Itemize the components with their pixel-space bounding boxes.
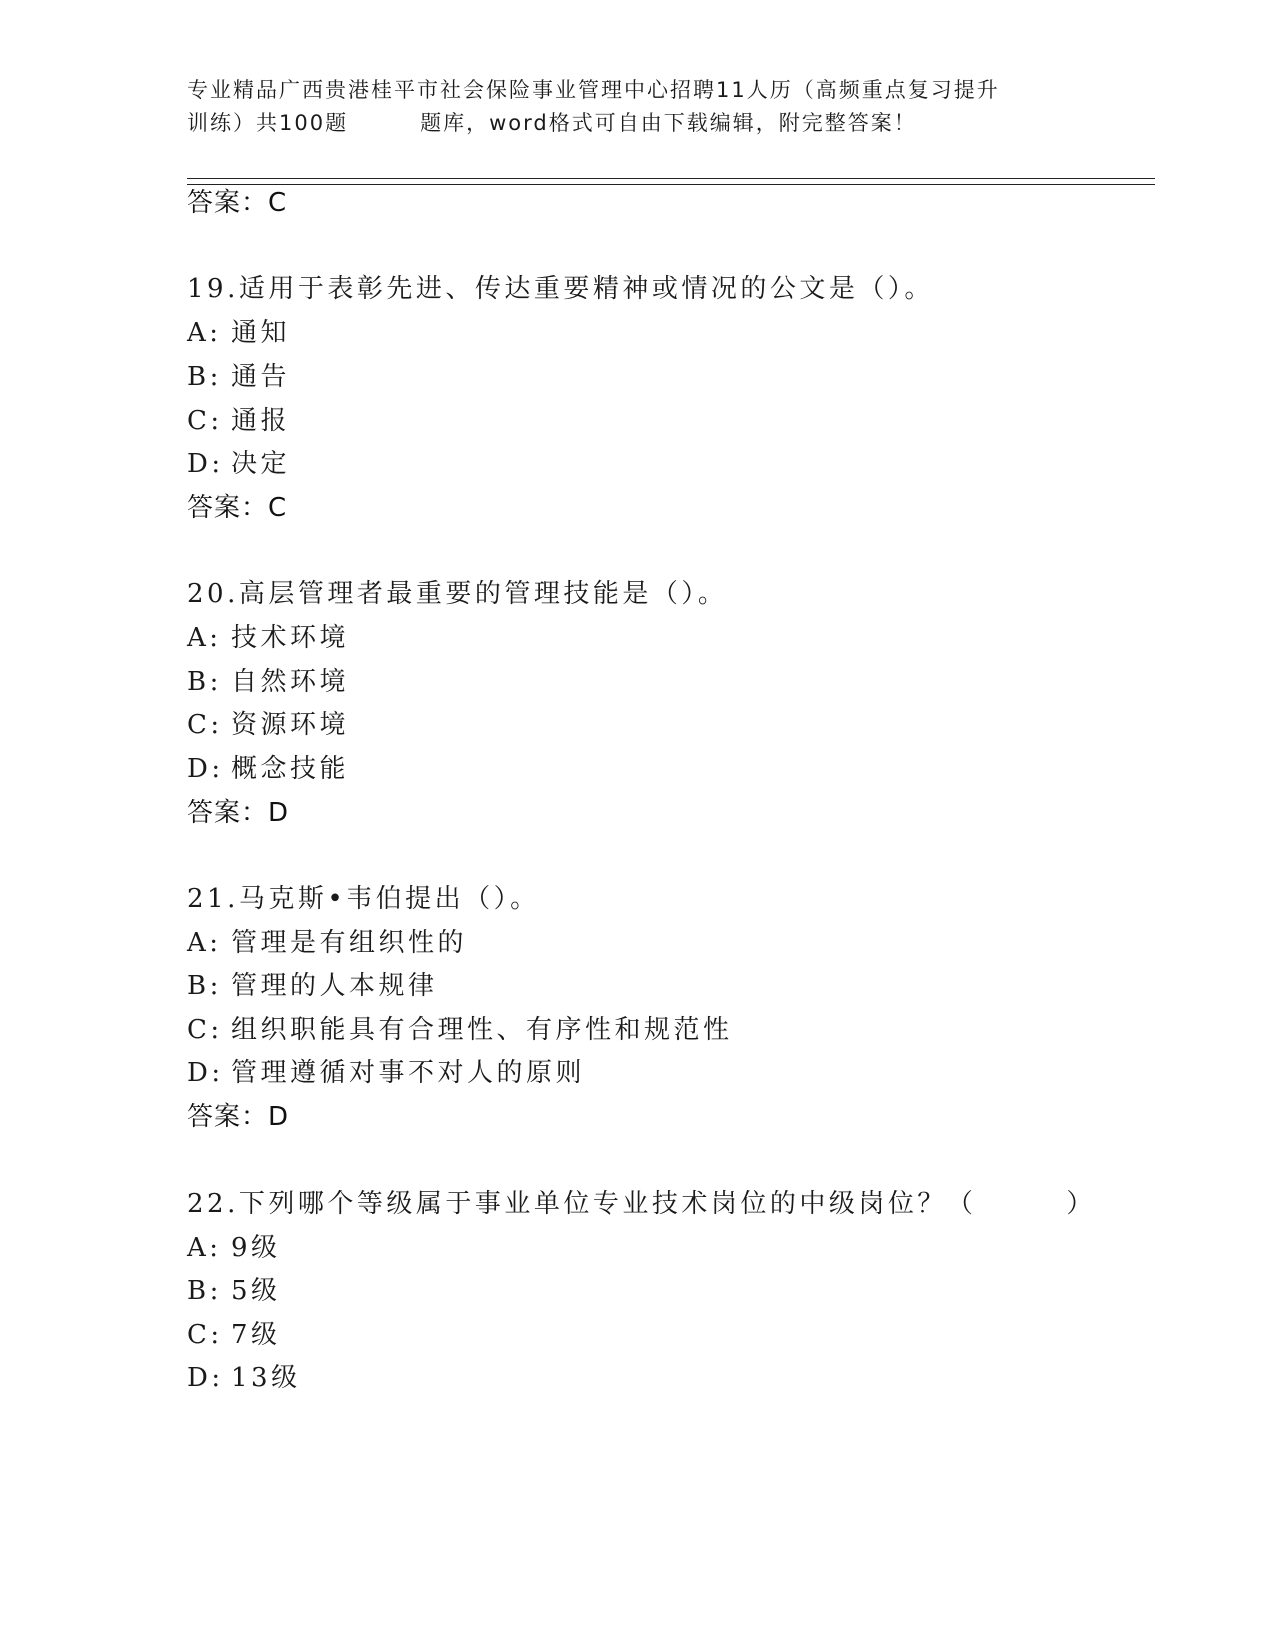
option-b (187, 1274, 281, 1308)
question-stem: 20.高层管理者最重要的管理技能是（）。 (187, 579, 728, 609)
option-text: 决定 (231, 449, 291, 479)
option-key: D: (187, 449, 224, 479)
header-line-2-part-b: 题库，word格式可自由下载编辑，附完整答案！ (420, 111, 917, 135)
option-text: 9级 (231, 1233, 281, 1263)
option-key: A: (187, 623, 222, 653)
option-key: A: (187, 318, 222, 348)
header-line-2 (187, 107, 1087, 140)
option-d (187, 1056, 585, 1090)
option-text: 概念技能 (231, 754, 350, 784)
option-a (187, 621, 349, 655)
question-stem-part-b: ） (1066, 1189, 1096, 1219)
previous-answer: 答案：C (187, 188, 288, 218)
option-key: C: (187, 1015, 223, 1045)
answer-line: 答案：D (187, 798, 290, 828)
option-key: A: (187, 928, 222, 958)
header-divider-bottom (187, 184, 1155, 185)
option-text: 组织职能具有合理性、有序性和规范性 (231, 1015, 733, 1045)
question-stem: 21.马克斯•韦伯提出（）。 (187, 884, 540, 914)
option-key: C: (187, 710, 223, 740)
option-key: B: (187, 362, 222, 392)
option-text: 管理遵循对事不对人的原则 (231, 1058, 586, 1088)
option-c (187, 404, 290, 438)
question-stem (187, 1187, 1096, 1221)
option-b (187, 360, 290, 394)
header-line-1: 专业精品广西贵港桂平市社会保险事业管理中心招聘11人历（高频重点复习提升 (187, 78, 1000, 102)
option-key: A: (187, 1233, 222, 1263)
option-key: C: (187, 406, 223, 436)
option-a (187, 1231, 281, 1265)
answer-line: 答案：D (187, 1102, 290, 1132)
option-key: D: (187, 1058, 224, 1088)
option-key: B: (187, 1276, 222, 1306)
header-divider-top (187, 178, 1155, 179)
question-stem: 19.适用于表彰先进、传达重要精神或情况的公文是（）。 (187, 274, 934, 304)
option-text: 通告 (231, 362, 291, 392)
option-key: B: (187, 971, 222, 1001)
option-text: 7级 (231, 1320, 281, 1350)
option-key: D: (187, 754, 224, 784)
option-key: D: (187, 1363, 224, 1393)
option-b (187, 969, 438, 1003)
option-a (187, 316, 290, 350)
option-text: 管理是有组织性的 (231, 928, 468, 958)
header-line-2-part-a: 训练）共100题 (187, 111, 349, 135)
option-key: B: (187, 667, 222, 697)
answer-line: 答案：C (187, 493, 288, 523)
option-a (187, 926, 467, 960)
option-text: 自然环境 (231, 667, 350, 697)
document-header (187, 74, 1087, 140)
option-key: C: (187, 1320, 223, 1350)
option-text: 13级 (231, 1363, 301, 1393)
option-d (187, 752, 349, 786)
option-c (187, 1013, 733, 1047)
option-text: 5级 (231, 1276, 281, 1306)
option-text: 通报 (231, 406, 291, 436)
option-d (187, 1361, 301, 1395)
question-stem-part-a: 22.下列哪个等级属于事业单位专业技术岗位的中级岗位？（ (187, 1189, 977, 1219)
option-text: 管理的人本规律 (231, 971, 438, 1001)
option-text: 资源环境 (231, 710, 350, 740)
option-b (187, 665, 349, 699)
option-text: 技术环境 (231, 623, 350, 653)
option-text: 通知 (231, 318, 291, 348)
option-d (187, 447, 290, 481)
option-c (187, 708, 349, 742)
option-c (187, 1318, 281, 1352)
